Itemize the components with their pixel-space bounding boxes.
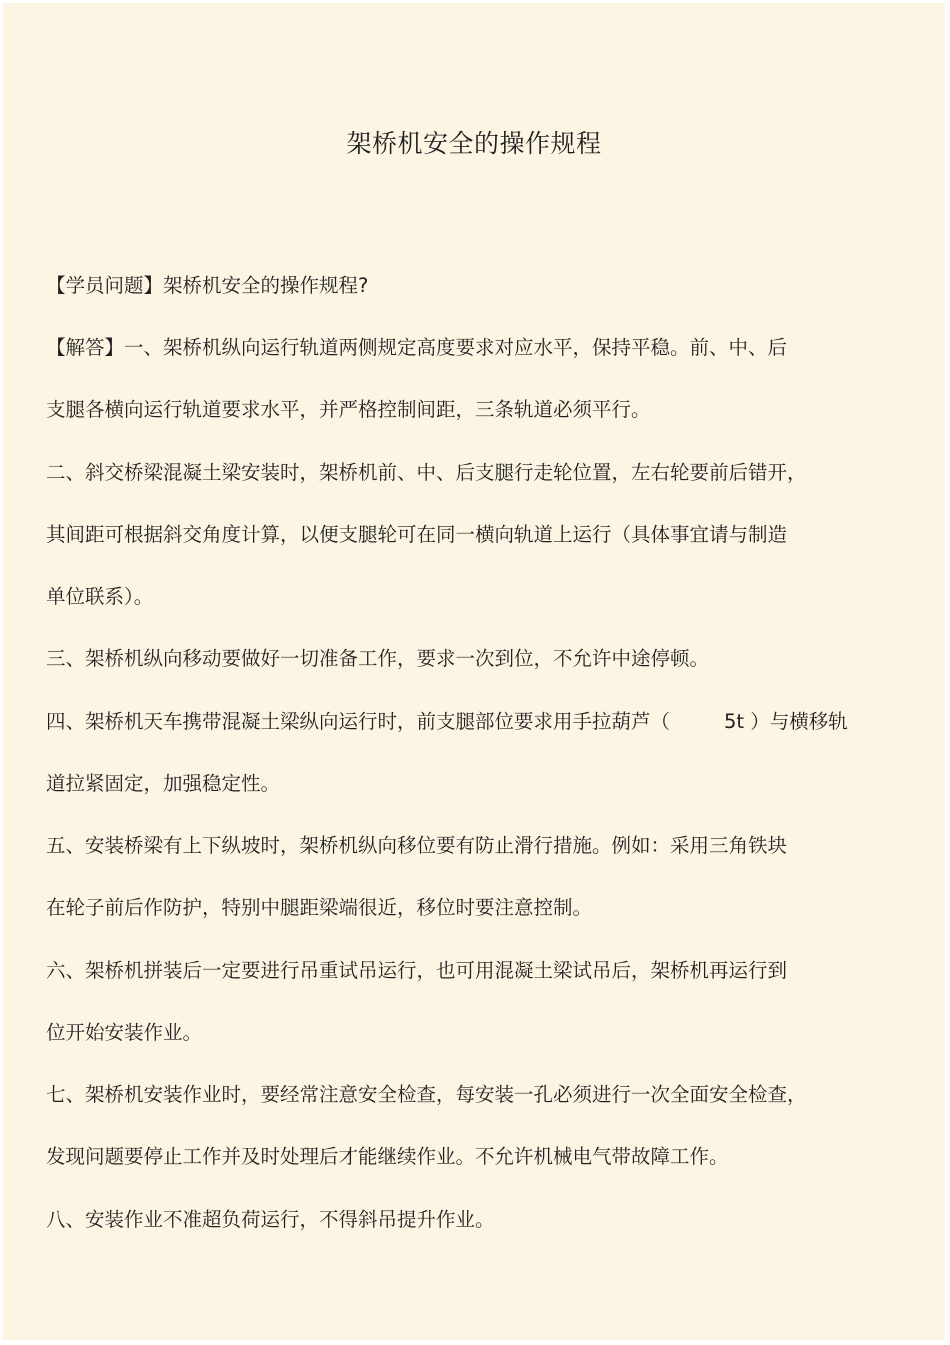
paragraph-line: 【解答】一、架桥机纵向运行轨道两侧规定高度要求对应水平，保持平稳。前、中、后 [46,336,788,359]
paragraph-line: 七、架桥机安装作业时，要经常注意安全检查，每安装一孔必须进行一次全面安全检查， [46,1083,807,1106]
paragraph-line: 在轮子前后作防护，特别中腿距梁端很近，移位时要注意控制。 [46,896,593,919]
paragraph-line: 发现问题要停止工作并及时处理后才能继续作业。不允许机械电气带故障工作。 [46,1145,729,1168]
paragraph-line: 单位联系）。 [46,585,154,608]
paragraph-line: 支腿各横向运行轨道要求水平，并严格控制间距，三条轨道必须平行。 [46,398,651,421]
document-page [3,3,945,1340]
paragraph-line-composite [46,707,848,737]
paragraph-line: 其间距可根据斜交角度计算，以便支腿轮可在同一横向轨道上运行（具体事宜请与制造 [46,523,788,546]
paragraph-line: 位开始安装作业。 [46,1021,203,1044]
paragraph-line: 八、安装作业不准超负荷运行，不得斜吊提升作业。 [46,1208,495,1231]
paragraph-line: 二、斜交桥梁混凝土梁安装时，架桥机前、中、后支腿行走轮位置，左右轮要前后错开， [46,461,807,484]
paragraph-line: 五、安装桥梁有上下纵坡时，架桥机纵向移位要有防止滑行措施。例如：采用三角铁块 [46,834,788,857]
document-title: 架桥机安全的操作规程 [346,129,602,158]
paragraph-line-tail: 5t ）与横移轨 [724,710,848,733]
paragraph-line: 【学员问题】架桥机安全的操作规程? [46,274,369,297]
paragraph-line-head: 四、架桥机天车携带混凝土梁纵向运行时，前支腿部位要求用手拉葫芦（ [46,710,671,733]
paragraph-line: 三、架桥机纵向移动要做好一切准备工作，要求一次到位，不允许中途停顿。 [46,647,710,670]
paragraph-line: 六、架桥机拼装后一定要进行吊重试吊运行，也可用混凝土梁试吊后，架桥机再运行到 [46,959,788,982]
paragraph-line: 道拉紧固定，加强稳定性。 [46,772,281,795]
